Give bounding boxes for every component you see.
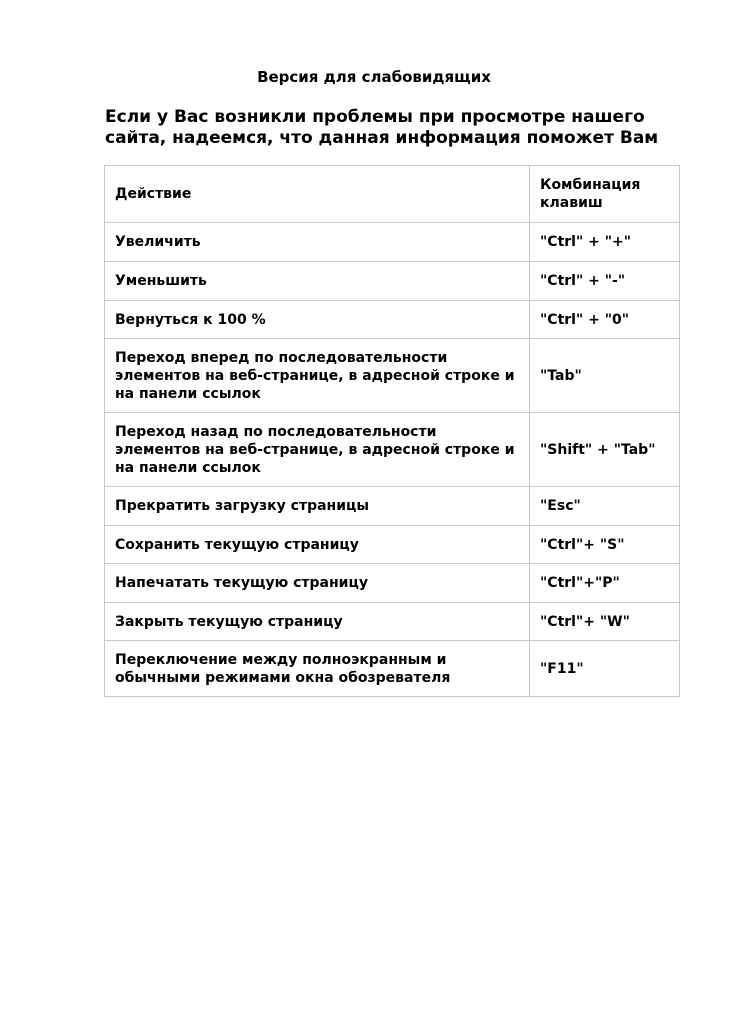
table-row [105,223,680,262]
keys-cell: "Tab" [530,339,680,413]
table-row [105,262,680,301]
action-cell: Переключение между полноэкранным и обычными режимами окна обозревателя [105,641,530,697]
table-row [105,641,680,697]
keys-cell: "F11" [530,641,680,697]
action-cell: Закрыть текущую страницу [105,603,530,641]
table-row [105,413,680,487]
action-cell: Увеличить [105,223,530,262]
keys-cell: "Shift" + "Tab" [530,413,680,487]
action-cell: Прекратить загрузку страницы [105,487,530,526]
intro-text: Если у Вас возникли проблемы при просмотре нашего сайта, надеемся, что данная информация поможет Вам [105,107,659,148]
header-action: Действие [105,166,530,223]
action-cell: Переход назад по последовательности элементов на веб-странице, в адресной строке и на панели ссылок [105,413,530,487]
keys-cell: "Ctrl" + "-" [530,262,680,301]
table-row [105,339,680,413]
table-row [105,526,680,564]
keys-cell: "Ctrl"+ "W" [530,603,680,641]
action-cell: Сохранить текущую страницу [105,526,530,564]
table-row [105,603,680,641]
keys-cell: "Ctrl" + "+" [530,223,680,262]
table-header-row [105,166,680,223]
table-row [105,301,680,339]
keys-cell: "Ctrl" + "0" [530,301,680,339]
table-row [105,487,680,526]
page-title: Версия для слабовидящих [257,68,491,86]
keys-cell: "Esc" [530,487,680,526]
header-keys: Комбинация клавиш [530,166,680,223]
action-cell: Переход вперед по последовательности элементов на веб-странице, в адресной строке и на панели ссылок [105,339,530,413]
shortcuts-table [104,165,680,697]
keys-cell: "Ctrl"+ "S" [530,526,680,564]
action-cell: Уменьшить [105,262,530,301]
keys-cell: "Ctrl"+"P" [530,564,680,603]
action-cell: Напечатать текущую страницу [105,564,530,603]
action-cell: Вернуться к 100 % [105,301,530,339]
table-row [105,564,680,603]
